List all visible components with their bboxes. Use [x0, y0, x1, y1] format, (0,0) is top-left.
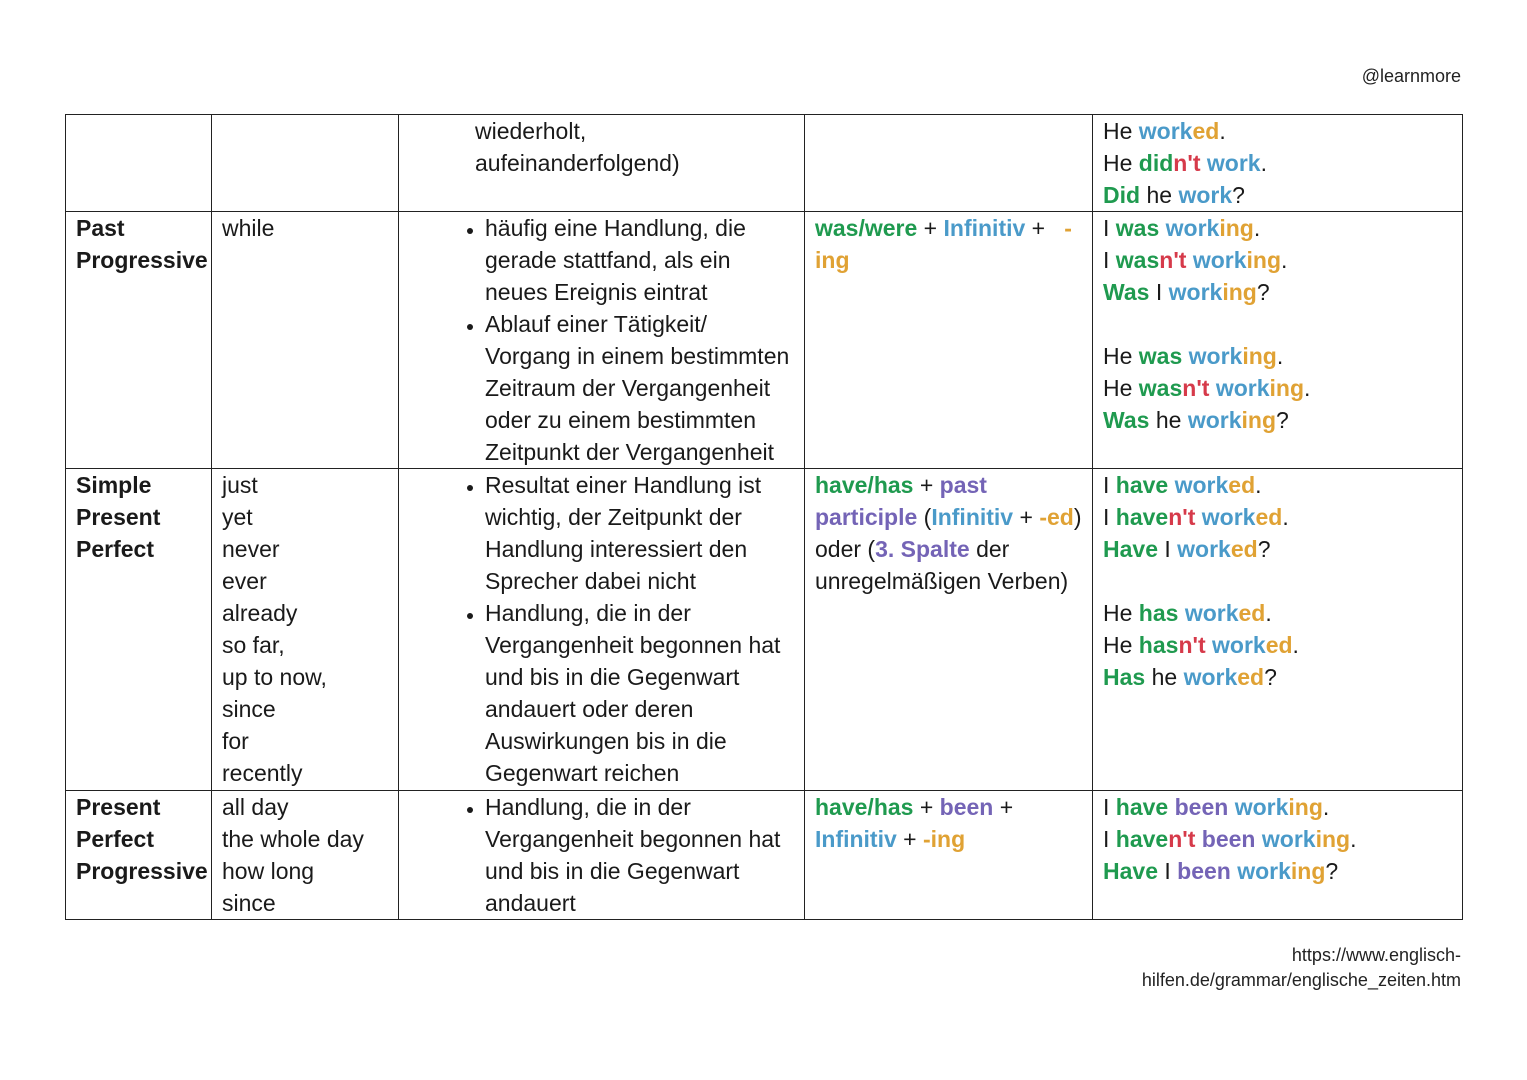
tense-name-line: Progressive: [76, 247, 208, 273]
colored-segment: .: [1260, 150, 1267, 176]
colored-segment: ing: [1288, 794, 1323, 820]
tense-name-line: Progressive: [76, 858, 208, 884]
colored-segment: he: [1149, 407, 1188, 433]
colored-segment: Infinitiv: [943, 215, 1026, 241]
colored-segment: ing: [1242, 343, 1277, 369]
colored-segment: He: [1103, 600, 1139, 626]
tense-name-line: Perfect: [76, 826, 154, 852]
colored-segment: He: [1103, 375, 1139, 401]
colored-segment: I: [1103, 247, 1116, 273]
usage-continuation-line: wiederholt,: [475, 118, 587, 144]
example-sentence: [1103, 115, 1454, 147]
examples-cell: [1093, 115, 1463, 212]
colored-segment: .: [1219, 118, 1226, 144]
colored-segment: .: [1322, 794, 1330, 820]
colored-segment: ing: [1241, 407, 1277, 433]
colored-segment: ) oder (: [815, 504, 1088, 562]
signal-words-cell: [212, 469, 399, 791]
signal-word: since: [222, 696, 276, 722]
signal-word: ever: [222, 568, 267, 594]
colored-segment: ing: [1219, 215, 1254, 241]
colored-segment: ed: [1255, 504, 1283, 530]
source-line: https://www.englisch-: [1291, 945, 1461, 965]
tenses-table: [65, 114, 1463, 920]
colored-segment: I: [1103, 215, 1116, 241]
signal-word: recently: [222, 760, 303, 786]
tense-name-line: Past: [76, 215, 125, 241]
colored-segment: Infinitiv: [931, 504, 1014, 530]
usage-cell: [399, 791, 805, 920]
form-cell: [805, 115, 1093, 212]
colored-segment: +: [993, 794, 1020, 820]
example-sentence: [1103, 147, 1454, 179]
colored-segment: +: [913, 472, 940, 498]
signal-word: just: [222, 472, 258, 498]
example-gap: [1103, 565, 1454, 597]
colored-segment: have/has: [815, 472, 914, 498]
signal-word: up to now,: [222, 664, 327, 690]
colored-segment: n't: [1173, 150, 1201, 176]
colored-segment: Was: [1103, 279, 1150, 305]
colored-segment: I: [1103, 826, 1116, 852]
colored-segment: work: [1184, 600, 1239, 626]
usage-item: • Handlung, die in der Vergangenheit begonnen hat und bis in die Gegenwart andauert: [485, 791, 796, 919]
colored-segment: I: [1149, 279, 1169, 305]
signal-word: never: [222, 536, 280, 562]
signal-words-cell: [212, 212, 399, 469]
example-sentence: [1103, 855, 1454, 887]
colored-segment: been: [1201, 826, 1256, 852]
colored-segment: work: [1183, 664, 1238, 690]
colored-segment: .: [1292, 632, 1299, 658]
signal-word: how long: [222, 858, 315, 884]
colored-segment: work: [1215, 375, 1270, 401]
signal-word: since: [222, 890, 276, 916]
colored-segment: have: [1115, 472, 1169, 498]
colored-segment: have/has: [815, 794, 914, 820]
example-sentence: [1103, 179, 1454, 211]
colored-segment: past participle: [815, 472, 994, 530]
usage-list: [409, 469, 796, 789]
usage-item: • Ablauf einer Tätigkeit/ Vorgang in einem bestimmten Zeitraum der Vergangenheit oder zu einem bestimmten Zeitpunkt der Vergangenheit: [485, 308, 796, 468]
signal-word: while: [222, 215, 275, 241]
colored-segment: der unregelmäßigen Verben): [815, 536, 1069, 594]
example-sentence: [1103, 404, 1454, 436]
colored-segment: -ing: [923, 826, 966, 852]
colored-segment: was: [1138, 343, 1183, 369]
author-handle: @learnmore: [1361, 66, 1461, 86]
tense-name-cell: [66, 115, 212, 212]
colored-segment: n't: [1178, 632, 1206, 658]
colored-segment: work: [1237, 858, 1291, 884]
example-sentence: [1103, 823, 1454, 855]
tense-row-present-perfect-progressive: [66, 791, 1463, 920]
colored-segment: work: [1165, 215, 1220, 241]
signal-word: for: [222, 728, 249, 754]
colored-segment: I: [1103, 794, 1116, 820]
colored-segment: ed: [1238, 600, 1266, 626]
example-sentence: [1103, 661, 1454, 693]
form-cell: [805, 469, 1093, 791]
colored-segment: He: [1103, 118, 1139, 144]
signal-word: already: [222, 600, 298, 626]
colored-segment: been: [1177, 858, 1231, 884]
colored-segment: was: [1115, 247, 1160, 273]
signal-word: all day: [222, 794, 289, 820]
examples-cell: [1093, 791, 1463, 920]
colored-segment: He: [1103, 632, 1139, 658]
colored-segment: n't: [1168, 504, 1196, 530]
colored-segment: work: [1188, 343, 1243, 369]
colored-segment: ing: [815, 247, 850, 273]
colored-segment: ed: [1237, 664, 1265, 690]
colored-segment: I: [1157, 858, 1178, 884]
colored-segment: I: [1103, 472, 1116, 498]
colored-segment: was: [1138, 375, 1183, 401]
colored-segment: .: [1276, 343, 1284, 369]
colored-segment: ed: [1228, 472, 1256, 498]
colored-segment: +: [913, 794, 940, 820]
examples-cell: [1093, 469, 1463, 791]
colored-segment: +: [896, 826, 923, 852]
colored-segment: ing: [1222, 279, 1257, 305]
tense-row-simple-past-cont: [66, 115, 1463, 212]
colored-segment: work: [1174, 472, 1229, 498]
signal-word: the whole day: [222, 826, 364, 852]
colored-segment: I: [1157, 536, 1178, 562]
colored-segment: work: [1206, 150, 1261, 176]
tense-name-cell: [66, 212, 212, 469]
colored-segment: Have: [1103, 858, 1158, 884]
colored-segment: ed: [1230, 536, 1258, 562]
signal-words-cell: [212, 791, 399, 920]
colored-segment: ing: [1269, 375, 1305, 401]
colored-segment: .: [1255, 472, 1262, 498]
colored-segment: was/were: [815, 215, 918, 241]
source-line: hilfen.de/grammar/englische_zeiten.htm: [1141, 970, 1461, 990]
colored-segment: was: [1115, 215, 1160, 241]
colored-segment: did: [1138, 150, 1174, 176]
signal-word: yet: [222, 504, 253, 530]
usage-item: • häufig eine Handlung, die gerade stattfand, als ein neues Ereignis eintrat: [485, 212, 796, 308]
colored-segment: +: [917, 215, 944, 241]
tense-name-line: Simple: [76, 472, 152, 498]
tense-name-line: Present: [76, 504, 161, 530]
colored-segment: work: [1187, 407, 1242, 433]
usage-cell: [399, 115, 805, 212]
tense-name-cell: [66, 791, 212, 920]
colored-segment: Did: [1103, 182, 1141, 208]
tense-row-past-progressive: [66, 212, 1463, 469]
colored-segment: ?: [1232, 182, 1245, 208]
colored-segment: -: [1064, 215, 1072, 241]
examples-cell: [1093, 212, 1463, 469]
form-cell: [805, 791, 1093, 920]
colored-segment: work: [1138, 118, 1193, 144]
colored-segment: .: [1265, 600, 1272, 626]
colored-segment: ?: [1325, 858, 1339, 884]
colored-segment: ?: [1257, 536, 1271, 562]
colored-segment: [1072, 215, 1078, 241]
usage-list: [409, 791, 796, 919]
colored-segment: Infinitiv: [815, 826, 897, 852]
example-sentence: [1103, 533, 1454, 565]
colored-segment: .: [1304, 375, 1311, 401]
colored-segment: Has: [1103, 664, 1146, 690]
colored-segment: work: [1177, 536, 1231, 562]
usage-cell: [399, 469, 805, 791]
example-sentence: [1103, 597, 1454, 629]
colored-segment: ed: [1265, 632, 1293, 658]
tense-name-line: Perfect: [76, 536, 154, 562]
colored-segment: work: [1201, 504, 1256, 530]
example-sentence: [1103, 372, 1454, 404]
example-sentence: [1103, 629, 1454, 661]
colored-segment: .: [1281, 247, 1288, 273]
colored-segment: n't: [1159, 247, 1187, 273]
example-sentence: [1103, 276, 1454, 308]
colored-segment: (: [917, 504, 932, 530]
colored-segment: have: [1115, 504, 1169, 530]
colored-segment: ?: [1256, 279, 1270, 305]
tense-row-simple-present-perfect: [66, 469, 1463, 791]
usage-list: [409, 212, 796, 468]
colored-segment: work: [1234, 794, 1289, 820]
colored-segment: +: [1013, 504, 1040, 530]
colored-segment: ?: [1264, 664, 1277, 690]
colored-segment: .: [1282, 504, 1289, 530]
form-cell: [805, 212, 1093, 469]
colored-segment: n't: [1168, 826, 1196, 852]
colored-segment: He: [1103, 150, 1139, 176]
example-sentence: [1103, 501, 1454, 533]
example-sentence: [1103, 469, 1454, 501]
colored-segment: ing: [1246, 247, 1282, 273]
usage-item: • Handlung, die in der Vergangenheit begonnen hat und bis in die Gegenwart andauert oder deren Auswirkungen bis in die Gegenwart reichen: [485, 597, 796, 789]
colored-segment: work: [1261, 826, 1316, 852]
colored-segment: Was: [1103, 407, 1150, 433]
colored-segment: been: [1174, 794, 1229, 820]
colored-segment: work: [1168, 279, 1223, 305]
colored-segment: work: [1178, 182, 1233, 208]
colored-segment: work: [1192, 247, 1247, 273]
colored-segment: ing: [1290, 858, 1326, 884]
example-sentence: [1103, 791, 1454, 823]
usage-cell: [399, 212, 805, 469]
usage-continuation-line: aufeinanderfolgend): [475, 150, 680, 176]
usage-continuation: [409, 115, 796, 179]
tense-name-cell: [66, 469, 212, 791]
colored-segment: have: [1115, 826, 1169, 852]
colored-segment: I: [1103, 504, 1116, 530]
usage-item: • Resultat einer Handlung ist wichtig, der Zeitpunkt der Handlung interessiert den Sprecher dabei nicht: [485, 469, 796, 597]
tenses-table-body: [66, 115, 1463, 920]
colored-segment: He: [1103, 343, 1139, 369]
example-gap: [1103, 308, 1454, 340]
colored-segment: n't: [1182, 375, 1210, 401]
colored-segment: .: [1253, 215, 1261, 241]
colored-segment: ed: [1192, 118, 1220, 144]
example-sentence: [1103, 212, 1454, 244]
colored-segment: ing: [1315, 826, 1351, 852]
example-sentence: [1103, 244, 1454, 276]
colored-segment: has: [1138, 632, 1179, 658]
colored-segment: he: [1145, 664, 1184, 690]
colored-segment: -ed: [1039, 504, 1074, 530]
signal-words-cell: [212, 115, 399, 212]
colored-segment: .: [1350, 826, 1357, 852]
example-sentence: [1103, 340, 1454, 372]
colored-segment: has: [1138, 600, 1179, 626]
colored-segment: +: [1025, 215, 1065, 241]
signal-word: so far,: [222, 632, 285, 658]
colored-segment: have: [1115, 794, 1169, 820]
source-citation: [1142, 943, 1461, 993]
colored-segment: been: [939, 794, 994, 820]
colored-segment: ?: [1276, 407, 1289, 433]
colored-segment: he: [1140, 182, 1179, 208]
colored-segment: work: [1212, 632, 1266, 658]
colored-segment: Have: [1103, 536, 1158, 562]
tense-name-line: Present: [76, 794, 161, 820]
colored-segment: 3. Spalte: [875, 536, 970, 562]
